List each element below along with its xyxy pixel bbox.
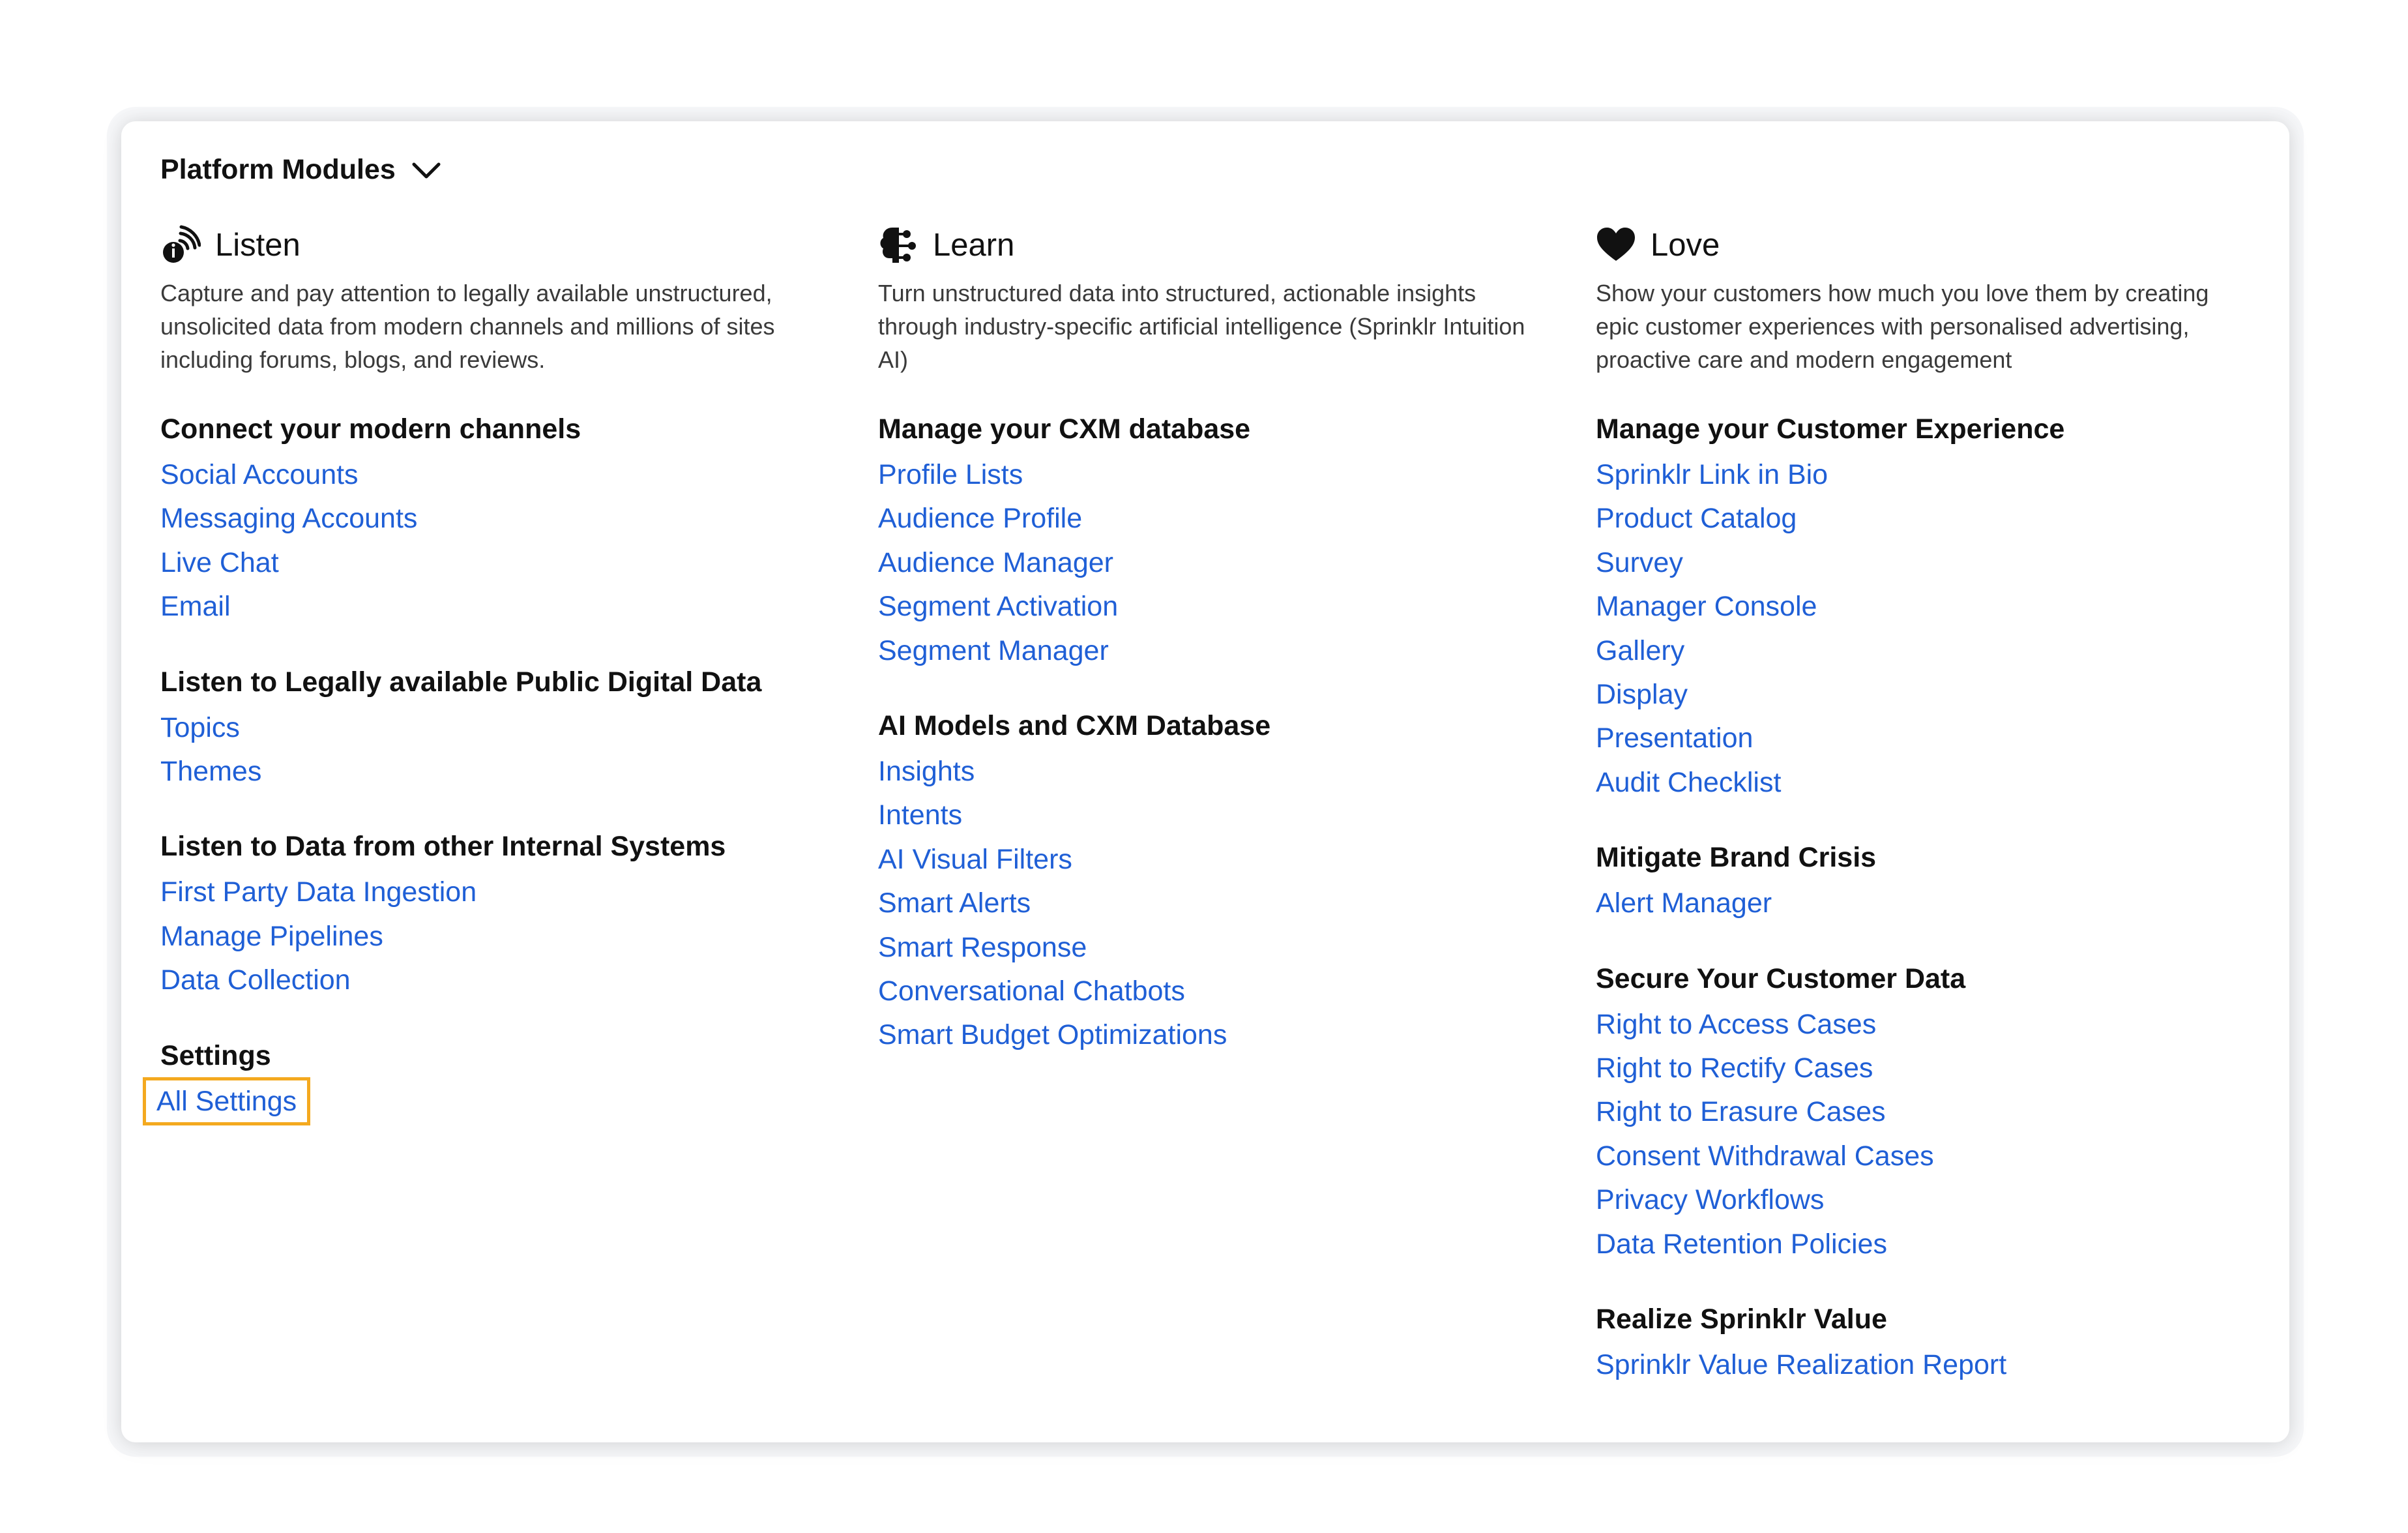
link-all-settings-item [156, 1080, 806, 1124]
link-list [1596, 882, 2254, 925]
link-list [1596, 1003, 2254, 1266]
link-consent-withdrawal-cases[interactable]: Consent Withdrawal Cases [1596, 1140, 1934, 1172]
link-all-settings[interactable]: All Settings [146, 1080, 307, 1122]
link-sprinklr-link-in-bio[interactable]: Sprinklr Link in Bio [1596, 459, 1828, 490]
link-ai-visual-filters[interactable]: AI Visual Filters [878, 843, 1072, 875]
section-title: Secure Your Customer Data [1596, 962, 1966, 994]
section-public-digital-data [160, 663, 806, 794]
link-email[interactable]: Email [160, 591, 231, 623]
love-column [1596, 226, 2254, 1388]
section-title: Listen to Legally available Public Digital Data [160, 666, 762, 698]
link-display[interactable]: Display [1596, 679, 1688, 711]
module-description-learn: Turn unstructured data into structured, actionable insights through industry-specific artificial intelligence (Sprinklr Intuition AI) [878, 280, 1525, 373]
link-right-to-access-cases[interactable]: Right to Access Cases [1596, 1008, 1877, 1040]
section-cxm-database [878, 410, 1536, 673]
listen-column [156, 226, 806, 1124]
section-title: Manage your Customer Experience [1596, 413, 2065, 445]
link-audience-profile[interactable]: Audience Profile [878, 503, 1083, 535]
link-first-party-data-ingestion[interactable]: First Party Data Ingestion [160, 876, 477, 908]
link-right-to-rectify-cases[interactable]: Right to Rectify Cases [1596, 1052, 1873, 1084]
section-title: Manage your CXM database [878, 413, 1251, 445]
learn-column [878, 226, 1536, 1058]
menu-title: Platform Modules [160, 154, 396, 185]
link-list [1596, 453, 2254, 805]
module-name-listen: Listen [215, 228, 301, 263]
heart-icon [1596, 225, 1636, 265]
link-list [160, 706, 806, 794]
link-segment-manager[interactable]: Segment Manager [878, 634, 1109, 666]
link-product-catalog[interactable]: Product Catalog [1596, 503, 1797, 535]
link-list [1596, 1343, 2254, 1387]
section-title: Realize Sprinklr Value [1596, 1303, 1887, 1335]
section-customer-data [1596, 960, 2254, 1266]
link-list [156, 1080, 806, 1124]
link-audit-checklist[interactable]: Audit Checklist [1596, 766, 1782, 798]
link-survey[interactable]: Survey [1596, 546, 1683, 578]
link-alert-manager[interactable]: Alert Manager [1596, 887, 1772, 919]
brain-icon [878, 225, 918, 265]
link-smart-budget-optimizations[interactable]: Smart Budget Optimizations [878, 1019, 1227, 1051]
link-intents[interactable]: Intents [878, 799, 963, 831]
link-smart-response[interactable]: Smart Response [878, 931, 1087, 963]
link-topics[interactable]: Topics [160, 711, 240, 743]
section-ai-models [878, 707, 1536, 1058]
love-module-header [1596, 226, 2254, 265]
section-title: Listen to Data from other Internal Systems [160, 831, 726, 863]
link-right-to-erasure-cases[interactable]: Right to Erasure Cases [1596, 1096, 1886, 1128]
listen-icon [160, 225, 201, 265]
link-manager-console[interactable]: Manager Console [1596, 591, 1817, 623]
module-description-listen: Capture and pay attention to legally available unstructured, unsolicited data from modern channels and millions of sites including forums, blogs, and reviews. [160, 280, 775, 373]
link-presentation[interactable]: Presentation [1596, 722, 1754, 754]
platform-modules-dropdown[interactable] [160, 154, 441, 186]
link-list [160, 871, 806, 1002]
link-audience-manager[interactable]: Audience Manager [878, 546, 1113, 578]
chevron-down-icon [411, 160, 441, 180]
listen-module-header [160, 226, 806, 265]
link-list [878, 750, 1536, 1058]
link-themes[interactable]: Themes [160, 756, 262, 788]
link-manage-pipelines[interactable]: Manage Pipelines [160, 920, 383, 952]
module-description-love: Show your customers how much you love them by creating epic customer experiences with personalised advertising, proactive care and modern engagement [1596, 280, 2209, 373]
module-name-love: Love [1651, 228, 1720, 263]
link-profile-lists[interactable]: Profile Lists [878, 459, 1023, 490]
module-name-learn: Learn [933, 228, 1015, 263]
link-live-chat[interactable]: Live Chat [160, 546, 279, 578]
link-value-realization-report[interactable]: Sprinklr Value Realization Report [1596, 1349, 2007, 1381]
section-settings [156, 1037, 806, 1124]
section-customer-experience [1596, 410, 2254, 805]
link-list [160, 453, 806, 629]
link-privacy-workflows[interactable]: Privacy Workflows [1596, 1184, 1825, 1216]
section-title: Mitigate Brand Crisis [1596, 842, 1877, 874]
section-title: Connect your modern channels [160, 413, 581, 445]
section-connect-channels [160, 410, 806, 629]
link-segment-activation[interactable]: Segment Activation [878, 591, 1119, 623]
link-data-retention-policies[interactable]: Data Retention Policies [1596, 1228, 1887, 1260]
section-sprinklr-value [1596, 1300, 2254, 1387]
platform-modules-panel [121, 121, 2289, 1442]
link-list [878, 453, 1536, 673]
section-brand-crisis [1596, 839, 2254, 925]
link-conversational-chatbots[interactable]: Conversational Chatbots [878, 975, 1185, 1007]
link-messaging-accounts[interactable]: Messaging Accounts [160, 503, 418, 535]
link-data-collection[interactable]: Data Collection [160, 964, 351, 996]
link-social-accounts[interactable]: Social Accounts [160, 459, 359, 490]
link-smart-alerts[interactable]: Smart Alerts [878, 887, 1031, 919]
learn-module-header [878, 226, 1536, 265]
section-title: Settings [160, 1039, 271, 1071]
link-gallery[interactable]: Gallery [1596, 634, 1685, 666]
section-internal-systems [160, 827, 806, 1002]
section-title: AI Models and CXM Database [878, 710, 1271, 742]
link-insights[interactable]: Insights [878, 756, 975, 788]
